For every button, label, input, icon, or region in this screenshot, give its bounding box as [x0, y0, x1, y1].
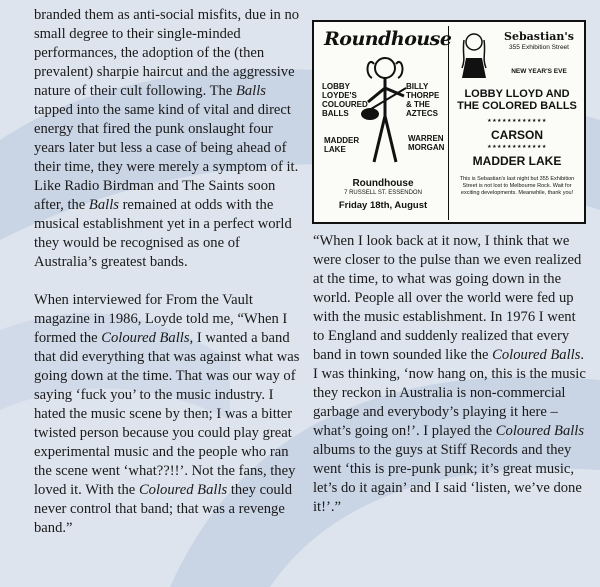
roundhouse-act-3: BILLY THORPE & THE AZTECS [406, 82, 440, 118]
sebastians-act-3: MADDER LAKE [472, 154, 562, 168]
concert-poster-clipping [312, 20, 586, 224]
text-run: When interviewed for From the Vault magazine in 1986, Loyde told me, “When I formed the [34, 292, 288, 346]
sebastians-note: This is Sebastian's last night but 355 Exhibition Street is not lost to Melbourne Rock. Wait for exciting developments. Meanwhile, thank you! [459, 176, 575, 196]
roundhouse-logo: Roundhouse [324, 28, 452, 50]
roundhouse-address: 7 RUSSELL ST. ESSENDON [344, 190, 422, 196]
sebastians-act-2: CARSON [490, 128, 543, 142]
italic-band-name: Balls [235, 83, 266, 99]
roundhouse-venue: Roundhouse [352, 178, 414, 189]
text-run: remained at odds with the musical establishment yet in a perfect world they would be recognised as one of Australia’s greatest bands. [34, 197, 292, 270]
text-run: branded them as anti-social misfits, due in no small degree to their single-minded performances, the adoption of the (then prevalent) sharpie haircut and the aggressive nature of their cult following. The [34, 7, 300, 99]
sebastians-ad [452, 26, 582, 220]
italic-band-name: Coloured Balls [492, 347, 581, 363]
left-paragraph-1 [34, 6, 304, 272]
sebastians-event: NEW YEAR'S EVE [511, 68, 567, 75]
roundhouse-act-4: WARREN MORGAN [408, 134, 445, 152]
sebastians-address: 355 Exhibition Street [509, 44, 569, 51]
left-column [34, 6, 304, 557]
sebastians-name: Sebastian's [504, 30, 574, 43]
stars-divider-1: ★★★★★★★★★★★★ [487, 118, 547, 124]
text-run: “When I look back at it now, I think that we were closer to the pulse than we even realized at the time, to what was going down in the world. People all over the world were fed up with the music establishment. In 1976 I went to England and suddenly realized that every band in town sounded like the [313, 233, 582, 363]
italic-band-name: Coloured Balls [101, 330, 190, 346]
italic-band-name: Coloured Balls [138, 482, 228, 498]
right-paragraph-1 [313, 232, 588, 517]
roundhouse-act-1: LOBBY LOYDE'S COLOURED BALLS [322, 82, 368, 118]
roundhouse-act-2: MADDER LAKE [324, 136, 360, 154]
right-column [313, 232, 588, 536]
roundhouse-ad [318, 26, 452, 220]
stars-divider-2: ★★★★★★★★★★★★ [487, 144, 547, 150]
text-run: albums to the guys at Stiff Records and they went ‘this is pre-punk punk; it’s great music, let’s do it again’ and I said ‘listen, we’ve done it!’.” [313, 442, 582, 515]
roundhouse-date: Friday 18th, August [338, 200, 428, 211]
woman-illustration [454, 28, 494, 78]
text-run: . I was thinking, ‘now hang on, this is the music they reckon in Australia is non-commercial garbage and everybody’s playing it here – what’s going on!’. I played the [313, 347, 586, 439]
italic-band-name: Coloured Balls [495, 423, 585, 439]
text-run: tapped into the same kind of vital and direct energy that fired the punk onslaught four years later but less a case of being ahead of their time, they were merely a symptom of it. Like Radio Birdman and The Saints soon after, the [34, 102, 299, 213]
text-run: , I wanted a band that did everything that was against what was going down at the time. That was our way of saying ‘fuck you’ to the music industry. I hated the music scene by then; I was a bitter twisted person because you could play great experimental music and the people who ran the scene went ‘what??!!’. Not the fans, they loved it. With the [34, 330, 300, 498]
text-run: they could never control that band; that was a revenge band.” [34, 482, 293, 536]
sebastians-act-1: LOBBY LLOYD AND THE COLORED BALLS [457, 88, 577, 112]
left-paragraph-2 [34, 291, 304, 538]
italic-band-name: Balls [88, 197, 119, 213]
